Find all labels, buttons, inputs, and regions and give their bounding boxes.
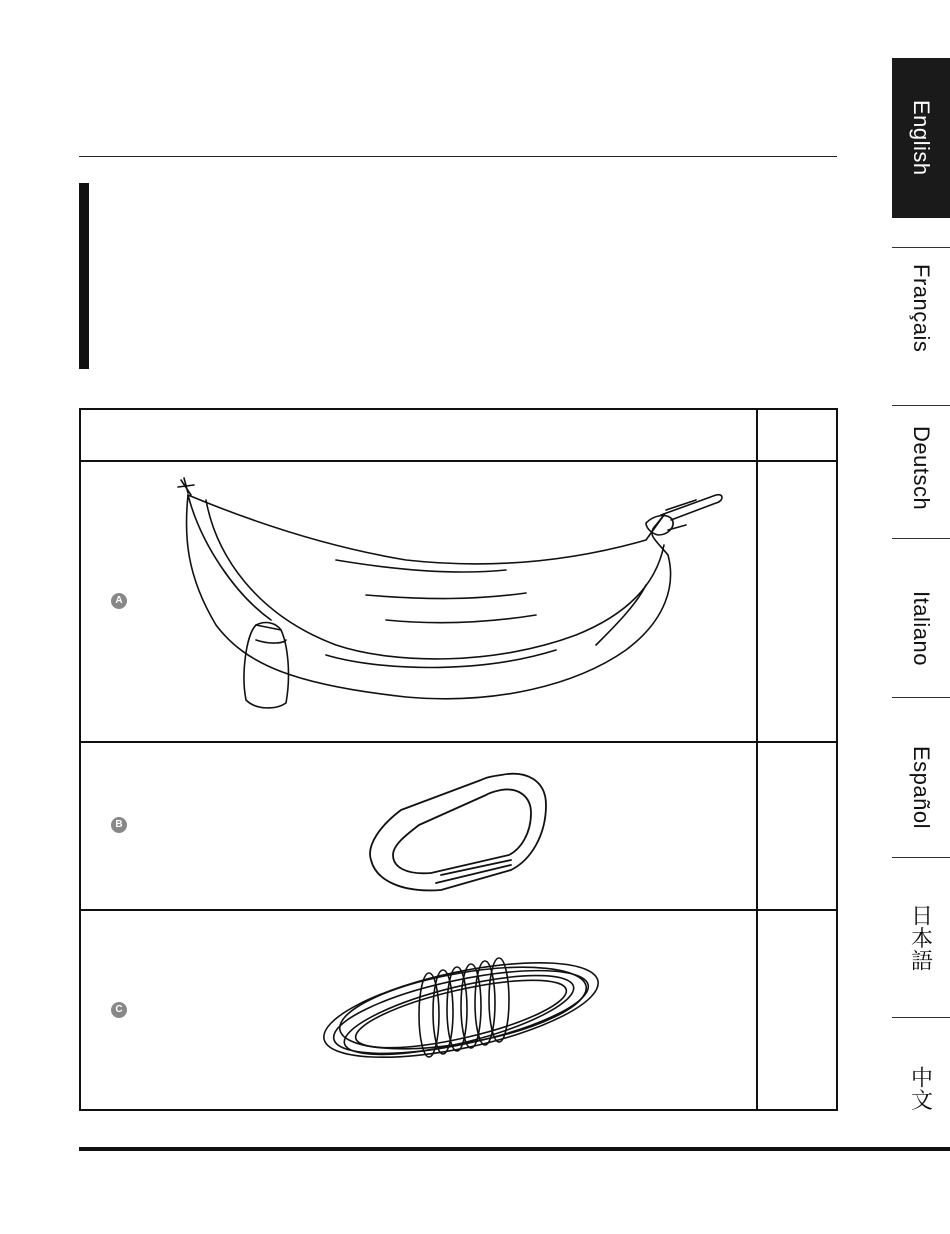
part-label-c: C: [111, 1002, 127, 1018]
tab-english[interactable]: [892, 58, 950, 218]
tab-label: 中文: [908, 1065, 934, 1111]
tab-separator: [892, 538, 950, 539]
language-tabs: [892, 58, 950, 1138]
section-heading-bar: [79, 183, 89, 369]
parts-table: [79, 408, 838, 1111]
tab-label: Italiano: [909, 590, 934, 666]
header-rule: [79, 156, 837, 157]
tab-italiano[interactable]: [892, 548, 950, 708]
tab-francais[interactable]: [892, 228, 950, 388]
hammock-icon: [176, 475, 746, 725]
tab-chinese[interactable]: [892, 1008, 950, 1168]
table-header-row: [81, 410, 836, 460]
tab-label: English: [909, 100, 934, 176]
row-divider: [81, 909, 836, 911]
tab-japanese[interactable]: [892, 858, 950, 1018]
tab-espanol[interactable]: [892, 708, 950, 868]
footer-rule: [79, 1147, 950, 1151]
row-divider: [81, 741, 836, 743]
tab-label: 日本語: [908, 904, 934, 972]
part-label-b: B: [111, 817, 127, 833]
rope-coil-icon: [311, 930, 611, 1085]
carabiner-icon: [361, 765, 561, 895]
tab-deutsch[interactable]: [892, 388, 950, 548]
tab-label: Deutsch: [909, 425, 934, 511]
tab-separator: [892, 697, 950, 698]
tab-label: Español: [909, 746, 934, 830]
part-label-a: A: [111, 593, 127, 609]
quantity-column-divider: [756, 410, 758, 1109]
tab-label: Français: [909, 263, 934, 353]
row-divider: [81, 460, 836, 462]
